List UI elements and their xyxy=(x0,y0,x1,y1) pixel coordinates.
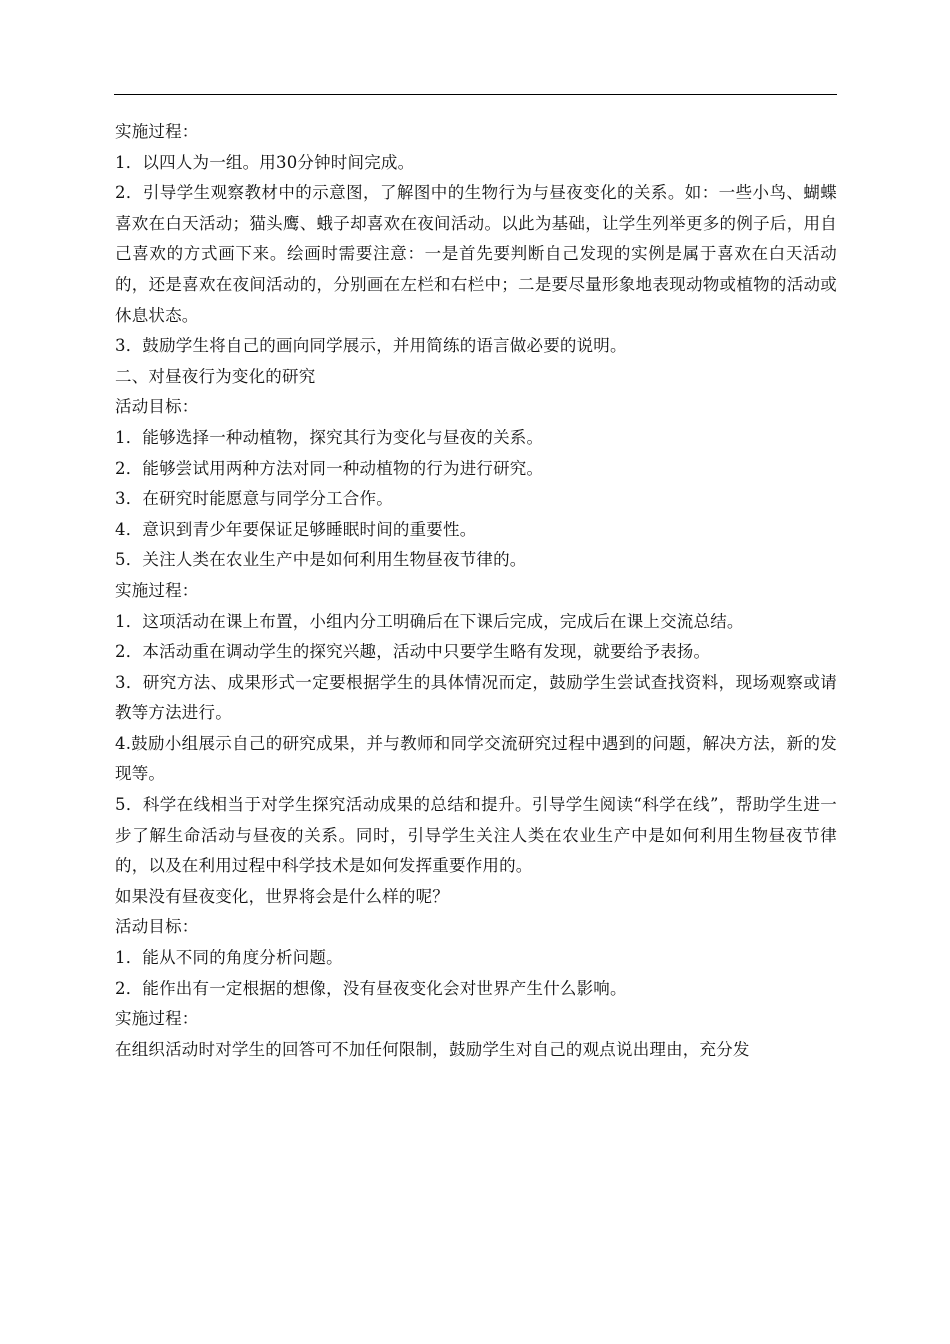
heading-implementation-1: 实施过程： xyxy=(115,122,199,141)
objective-item-5: 5．关注人类在农业生产中是如何利用生物昼夜节律的。 xyxy=(115,550,527,570)
objective-item-b: 2．能作出有一定根据的想像，没有昼夜变化会对世界产生什么影响。 xyxy=(115,978,627,998)
step-item-1: 1．这项活动在课上布置，小组内分工明确后在下课后完成，完成后在课上交流总结。 xyxy=(115,611,744,631)
list-item-2: 2．引导学生观察教材中的示意图，了解图中的生物行为与昼夜变化的关系。如：一些小鸟、蝴蝶喜欢在白天活动；猫头鹰、蛾子却喜欢在夜间活动。以此为基础，让学生列举更多的例子后，用自己喜欢的方式画下来。绘画时需要注意：一是首先要判断自己发现的实例是属于喜欢在白天活动的，还是喜欢在夜间活动的，分别画在左栏和右栏中；二是要尽量形象地表现动物或植物的活动或休息状态。 xyxy=(115,183,837,325)
heading-implementation-3: 实施过程： xyxy=(115,1009,199,1029)
list-item-3: 3．鼓励学生将自己的画向同学展示，并用简练的语言做必要的说明。 xyxy=(115,336,627,356)
section-heading-2: 二、对昼夜行为变化的研究 xyxy=(115,366,316,386)
closing-paragraph: 在组织活动时对学生的回答可不加任何限制，鼓励学生对自己的观点说出理由，充分发 xyxy=(115,1039,750,1059)
objective-item-4: 4．意识到青少年要保证足够睡眠时间的重要性。 xyxy=(115,519,477,539)
objective-item-1: 1．能够选择一种动植物，探究其行为变化与昼夜的关系。 xyxy=(115,427,544,447)
header-rule xyxy=(114,94,837,95)
objective-item-3: 3．在研究时能愿意与同学分工合作。 xyxy=(115,489,393,509)
heading-objectives-1: 活动目标： xyxy=(115,397,199,417)
section-question: 如果没有昼夜变化，世界将会是什么样的呢？ xyxy=(115,886,449,906)
step-item-2: 2．本活动重在调动学生的探究兴趣，活动中只要学生略有发现，就要给予表扬。 xyxy=(115,642,711,662)
document-body xyxy=(115,117,837,1065)
heading-implementation-2: 实施过程： xyxy=(115,580,199,600)
step-item-5: 5．科学在线相当于对学生探究活动成果的总结和提升。引导学生阅读“科学在线”，帮助学生进一步了解生命活动与昼夜的关系。同时，引导学生关注人类在农业生产中是如何利用生物昼夜节律的，以及在利用过程中科学技术是如何发挥重要作用的。 xyxy=(115,795,837,876)
objective-item-a: 1．能从不同的角度分析问题。 xyxy=(115,948,343,968)
heading-objectives-2: 活动目标： xyxy=(115,917,199,937)
list-item-1: 1．以四人为一组。用30分钟时间完成。 xyxy=(115,152,415,172)
step-item-3: 3．研究方法、成果形式一定要根据学生的具体情况而定，鼓励学生尝试查找资料，现场观察或请教等方法进行。 xyxy=(115,672,837,723)
step-item-4: 4.鼓励小组展示自己的研究成果，并与教师和同学交流研究过程中遇到的问题，解决方法，新的发现等。 xyxy=(115,733,837,784)
objective-item-2: 2．能够尝试用两种方法对同一种动植物的行为进行研究。 xyxy=(115,458,544,478)
